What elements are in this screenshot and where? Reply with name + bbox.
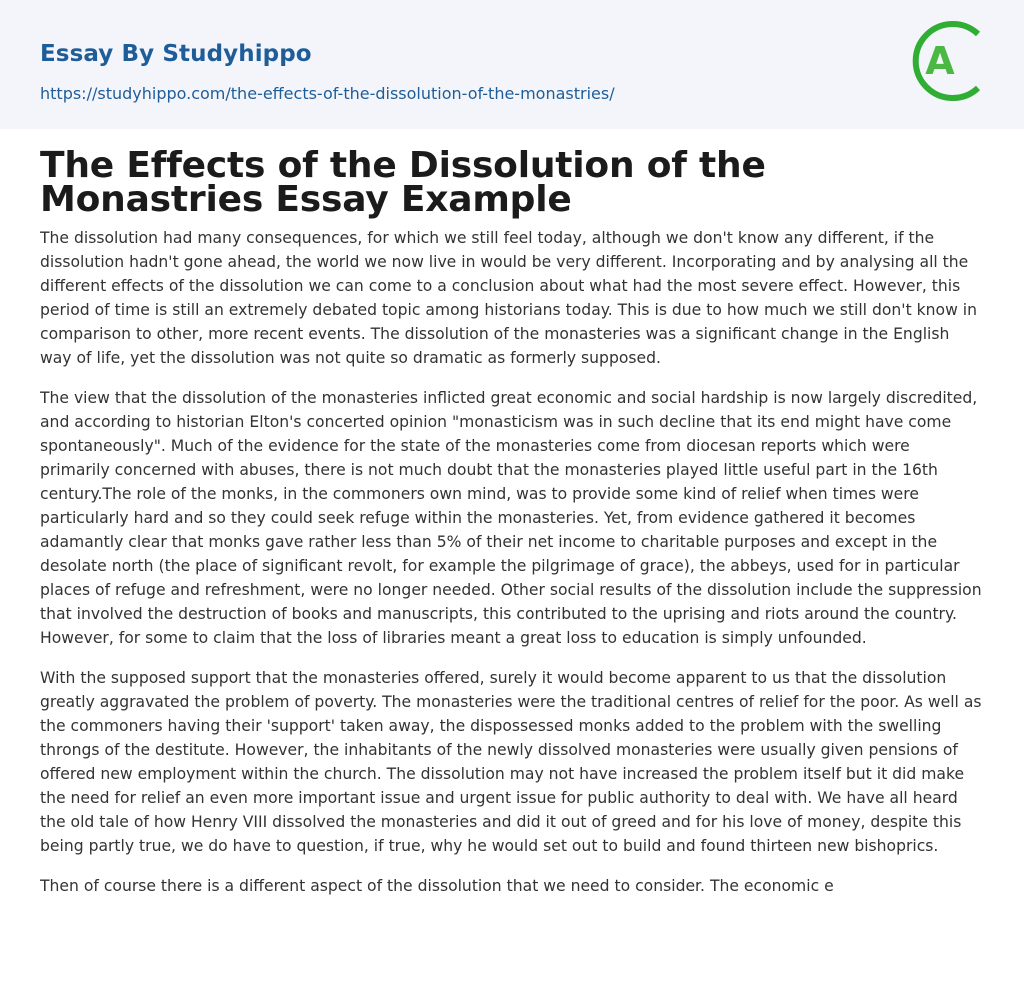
page-url-link[interactable]: https://studyhippo.com/the-effects-of-the-dissolution-of-the-monastries/ xyxy=(40,84,615,103)
logo-letter: A xyxy=(925,39,955,83)
paragraph: Then of course there is a different aspect of the dissolution that we need to consider. The economic e xyxy=(40,877,834,895)
article xyxy=(0,145,1024,898)
site-brand[interactable]: Essay By Studyhippo xyxy=(40,41,312,67)
studyhippo-logo-icon[interactable] xyxy=(912,18,986,104)
site-header xyxy=(0,0,1024,129)
article-title: The Effects of the Dissolution of the Monastries Essay Example xyxy=(40,145,766,220)
article-body xyxy=(40,226,984,898)
paragraph: The dissolution had many consequences, for which we still feel today, although we don't know any different, if the dissolution hadn't gone ahead, the world we now live in would be very different. Incorporating and by analysing all the different effects of the dissolution we can come to a conclusion about what had the most severe effect. However, this period of time is still an extremely debated topic among historians today. This is due to how much we still don't know in comparison to other, more recent events. The dissolution of the monasteries was a significant change in the English way of life, yet the dissolution was not quite so dramatic as formerly supposed. xyxy=(40,229,978,367)
paragraph: The view that the dissolution of the monasteries inflicted great economic and social hardship is now largely discredited, and according to historian Elton's concerted opinion "monasticism was in such decline that its end might have come spontaneously". Much of the evidence for the state of the monasteries come from diocesan reports which were primarily concerned with abuses, there is not much doubt that the monasteries played little useful part in the 16th century.The role of the monks, in the commoners own mind, was to provide some kind of relief when times were particularly hard and so they could seek refuge within the monasteries. Yet, from evidence gathered it becomes adamantly clear that monks gave rather less than 5% of their net income to charitable purposes and except in the desolate north (the place of significant revolt, for example the pilgrimage of grace), the abbeys, used for in particular places of refuge and refreshment, were no longer needed. Other social results of the dissolution include the suppression that involved the destruction of books and manuscripts, this contributed to the uprising and riots around the country. However, for some to claim that the loss of libraries meant a great loss to education is simply unfounded. xyxy=(40,389,982,647)
paragraph: With the supposed support that the monasteries offered, surely it would become apparent to us that the dissolution greatly aggravated the problem of poverty. The monasteries were the traditional centres of relief for the poor. As well as the commoners having their 'support' taken away, the dispossessed monks added to the problem with the swelling throngs of the destitute. However, the inhabitants of the newly dissolved monasteries were usually given pensions of offered new employment within the church. The dissolution may not have increased the problem itself but it did make the need for relief an even more important issue and urgent issue for public authority to deal with. We have all heard the old tale of how Henry VIII dissolved the monasteries and did it out of greed and for his love of money, despite this being partly true, we do have to question, if true, why he would set out to build and found thirteen new bishoprics. xyxy=(40,669,982,855)
